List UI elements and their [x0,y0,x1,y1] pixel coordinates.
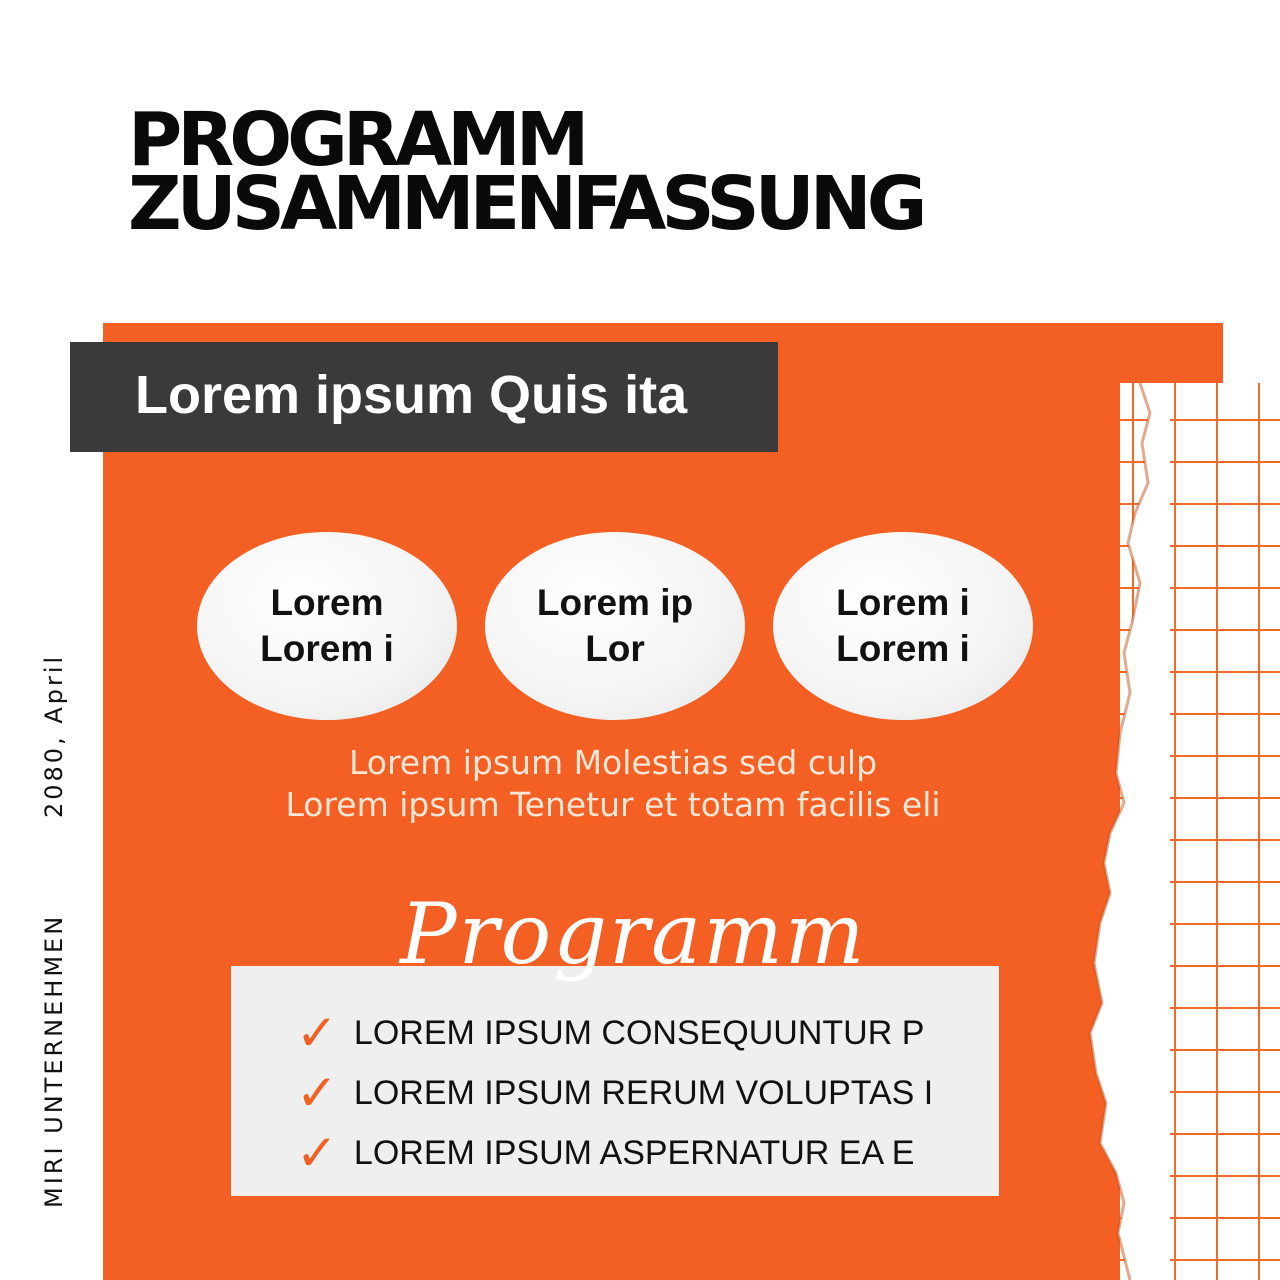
program-item-label: LOREM IPSUM CONSEQUUNTUR P [353,1013,925,1052]
program-item [296,1004,924,1062]
bubble-3 [773,532,1033,720]
check-icon: ✓ [296,1004,338,1062]
title-line-2: ZUSAMMENFASSUNG [128,161,923,247]
bubble-2-line-2: Lor [585,628,645,669]
bubble-2-line-1: Lorem ip [536,582,694,623]
check-icon: ✓ [296,1064,338,1122]
subtitle [103,742,1123,826]
program-item [296,1064,933,1122]
subtitle-line-1: Lorem ipsum Molestias sed culp [348,743,878,782]
company-label: MIRI UNTERNEHMEN [40,913,68,1208]
banner-text: Lorem ipsum Quis ita [135,365,688,425]
date-label: 2080, April [40,653,68,818]
title-line-1: PROGRAMM [128,97,585,183]
bubble-2 [485,532,745,720]
program-card [231,966,999,1196]
check-icon: ✓ [296,1124,338,1182]
program-heading: Programm [400,885,867,983]
program-item [296,1124,914,1182]
program-item-label: LOREM IPSUM ASPERNATUR EA E [353,1133,915,1172]
program-item-label: LOREM IPSUM RERUM VOLUPTAS I [353,1073,934,1112]
bubble-3-line-1: Lorem i [836,582,970,623]
bubble-3-line-2: Lorem i [836,628,970,669]
bubble-1-line-1: Lorem [270,582,384,623]
bubble-1 [197,532,457,720]
banner [70,342,778,452]
bubble-1-line-2: Lorem i [260,628,394,669]
torn-paper-edge [1080,383,1170,1280]
page-title [128,97,923,247]
subtitle-line-2: Lorem ipsum Tenetur et totam facilis eli [285,785,941,824]
